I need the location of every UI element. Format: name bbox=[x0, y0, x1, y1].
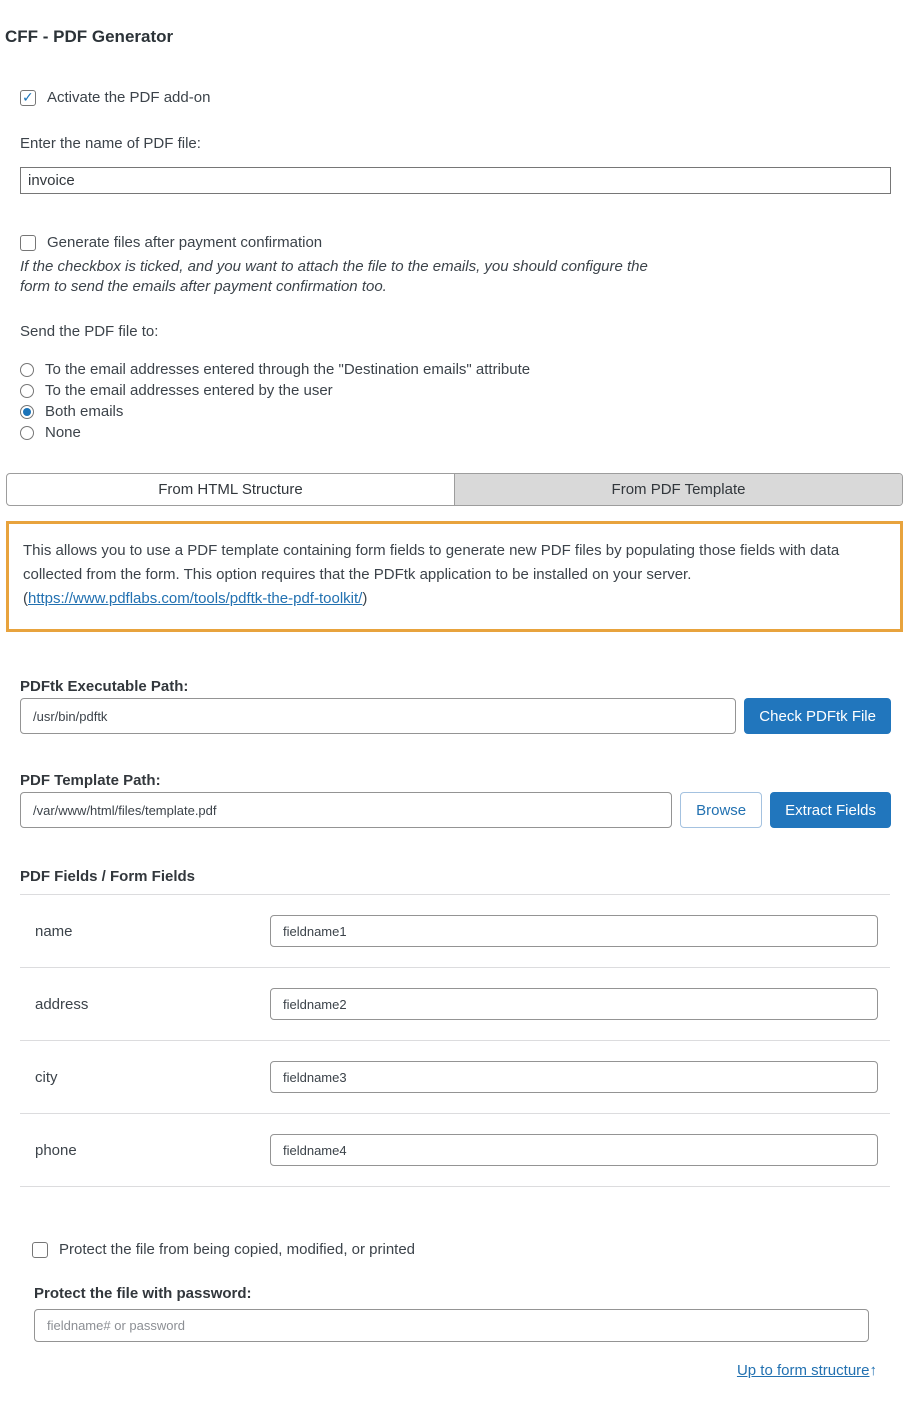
pdf-template-info-box bbox=[6, 521, 903, 632]
radio-row-user-emails bbox=[20, 380, 909, 401]
check-pdftk-button[interactable]: Check PDFtk File bbox=[744, 698, 891, 734]
radio-row-both-emails bbox=[20, 401, 909, 422]
pdftk-toolkit-link[interactable]: https://www.pdflabs.com/tools/pdftk-the-pdf-toolkit/ bbox=[28, 590, 363, 607]
pdf-field-label: phone bbox=[35, 1141, 77, 1159]
pdftk-path-row bbox=[20, 698, 891, 734]
info-paren-close: ) bbox=[362, 590, 368, 607]
activate-addon-checkbox[interactable] bbox=[20, 90, 36, 106]
radio-row-destination-emails bbox=[20, 359, 909, 380]
activate-addon-label: Activate the PDF add-on bbox=[47, 89, 211, 106]
tab-from-html-structure[interactable]: From HTML Structure bbox=[158, 481, 303, 498]
form-field-input[interactable] bbox=[270, 1061, 878, 1093]
radio-row-none bbox=[20, 422, 909, 443]
radio-destination-emails[interactable] bbox=[20, 363, 34, 377]
up-to-form-structure-link[interactable] bbox=[737, 1362, 877, 1379]
protect-file-label: Protect the file from being copied, modified, or printed bbox=[59, 1241, 416, 1258]
page-title: CFF - PDF Generator bbox=[5, 27, 174, 46]
pdf-field-label: city bbox=[35, 1068, 58, 1086]
footer bbox=[0, 1362, 877, 1379]
payment-note: If the checkbox is ticked, and you want to attach the file to the emails, you should configure the form to send the emails after payment confirmation too. bbox=[20, 258, 648, 295]
divider bbox=[20, 1186, 890, 1187]
check-icon: ✓ bbox=[22, 88, 34, 105]
template-path-label: PDF Template Path: bbox=[20, 772, 161, 789]
fields-section-heading: PDF Fields / Form Fields bbox=[20, 868, 196, 885]
browse-button[interactable]: Browse bbox=[680, 792, 762, 828]
table-row bbox=[35, 968, 878, 1040]
radio-none-label: None bbox=[45, 424, 81, 441]
extract-fields-button[interactable]: Extract Fields bbox=[770, 792, 891, 828]
info-box-text: This allows you to use a PDF template containing form fields to generate new PDF files by populating those fields with data collected from the form. This option requires that the PDFtk application to be installed on your server. bbox=[23, 542, 840, 583]
radio-destination-emails-label: To the email addresses entered through the "Destination emails" attribute bbox=[45, 361, 531, 378]
info-paren-open: ( bbox=[23, 590, 28, 607]
radio-none[interactable] bbox=[20, 426, 34, 440]
radio-user-emails-label: To the email addresses entered by the user bbox=[45, 382, 333, 399]
send-to-radio-group bbox=[20, 359, 909, 443]
source-tabbar bbox=[6, 473, 903, 506]
form-field-input[interactable] bbox=[270, 1134, 878, 1166]
password-input[interactable] bbox=[34, 1309, 869, 1342]
radio-both-emails-label: Both emails bbox=[45, 403, 124, 420]
pdftk-path-label: PDFtk Executable Path: bbox=[20, 678, 189, 695]
up-arrow-icon: ↑ bbox=[869, 1362, 877, 1379]
pdf-field-label: address bbox=[35, 995, 89, 1013]
activate-addon-row bbox=[20, 89, 909, 106]
tab-from-pdf-template[interactable]: From PDF Template bbox=[454, 474, 902, 505]
password-label: Protect the file with password: bbox=[34, 1285, 252, 1302]
pdf-name-input[interactable] bbox=[20, 167, 891, 194]
form-field-input[interactable] bbox=[270, 988, 878, 1020]
up-to-form-structure-label: Up to form structure bbox=[736, 1362, 870, 1379]
generate-after-payment-checkbox[interactable] bbox=[20, 235, 36, 251]
pdf-field-label: name bbox=[35, 922, 73, 940]
radio-both-emails[interactable] bbox=[20, 405, 34, 419]
send-to-label: Send the PDF file to: bbox=[20, 323, 159, 340]
generate-after-payment-label: Generate files after payment confirmation bbox=[47, 234, 323, 251]
table-row bbox=[35, 895, 878, 967]
generate-after-payment-row bbox=[20, 234, 909, 251]
radio-user-emails[interactable] bbox=[20, 384, 34, 398]
template-path-input[interactable] bbox=[20, 792, 672, 828]
protect-file-row bbox=[32, 1241, 909, 1258]
table-row bbox=[35, 1041, 878, 1113]
pdf-name-label: Enter the name of PDF file: bbox=[20, 135, 201, 152]
table-row bbox=[35, 1114, 878, 1186]
template-path-row bbox=[20, 792, 891, 828]
form-field-input[interactable] bbox=[270, 915, 878, 947]
pdftk-path-input[interactable] bbox=[20, 698, 736, 734]
protect-file-checkbox[interactable] bbox=[32, 1242, 48, 1258]
